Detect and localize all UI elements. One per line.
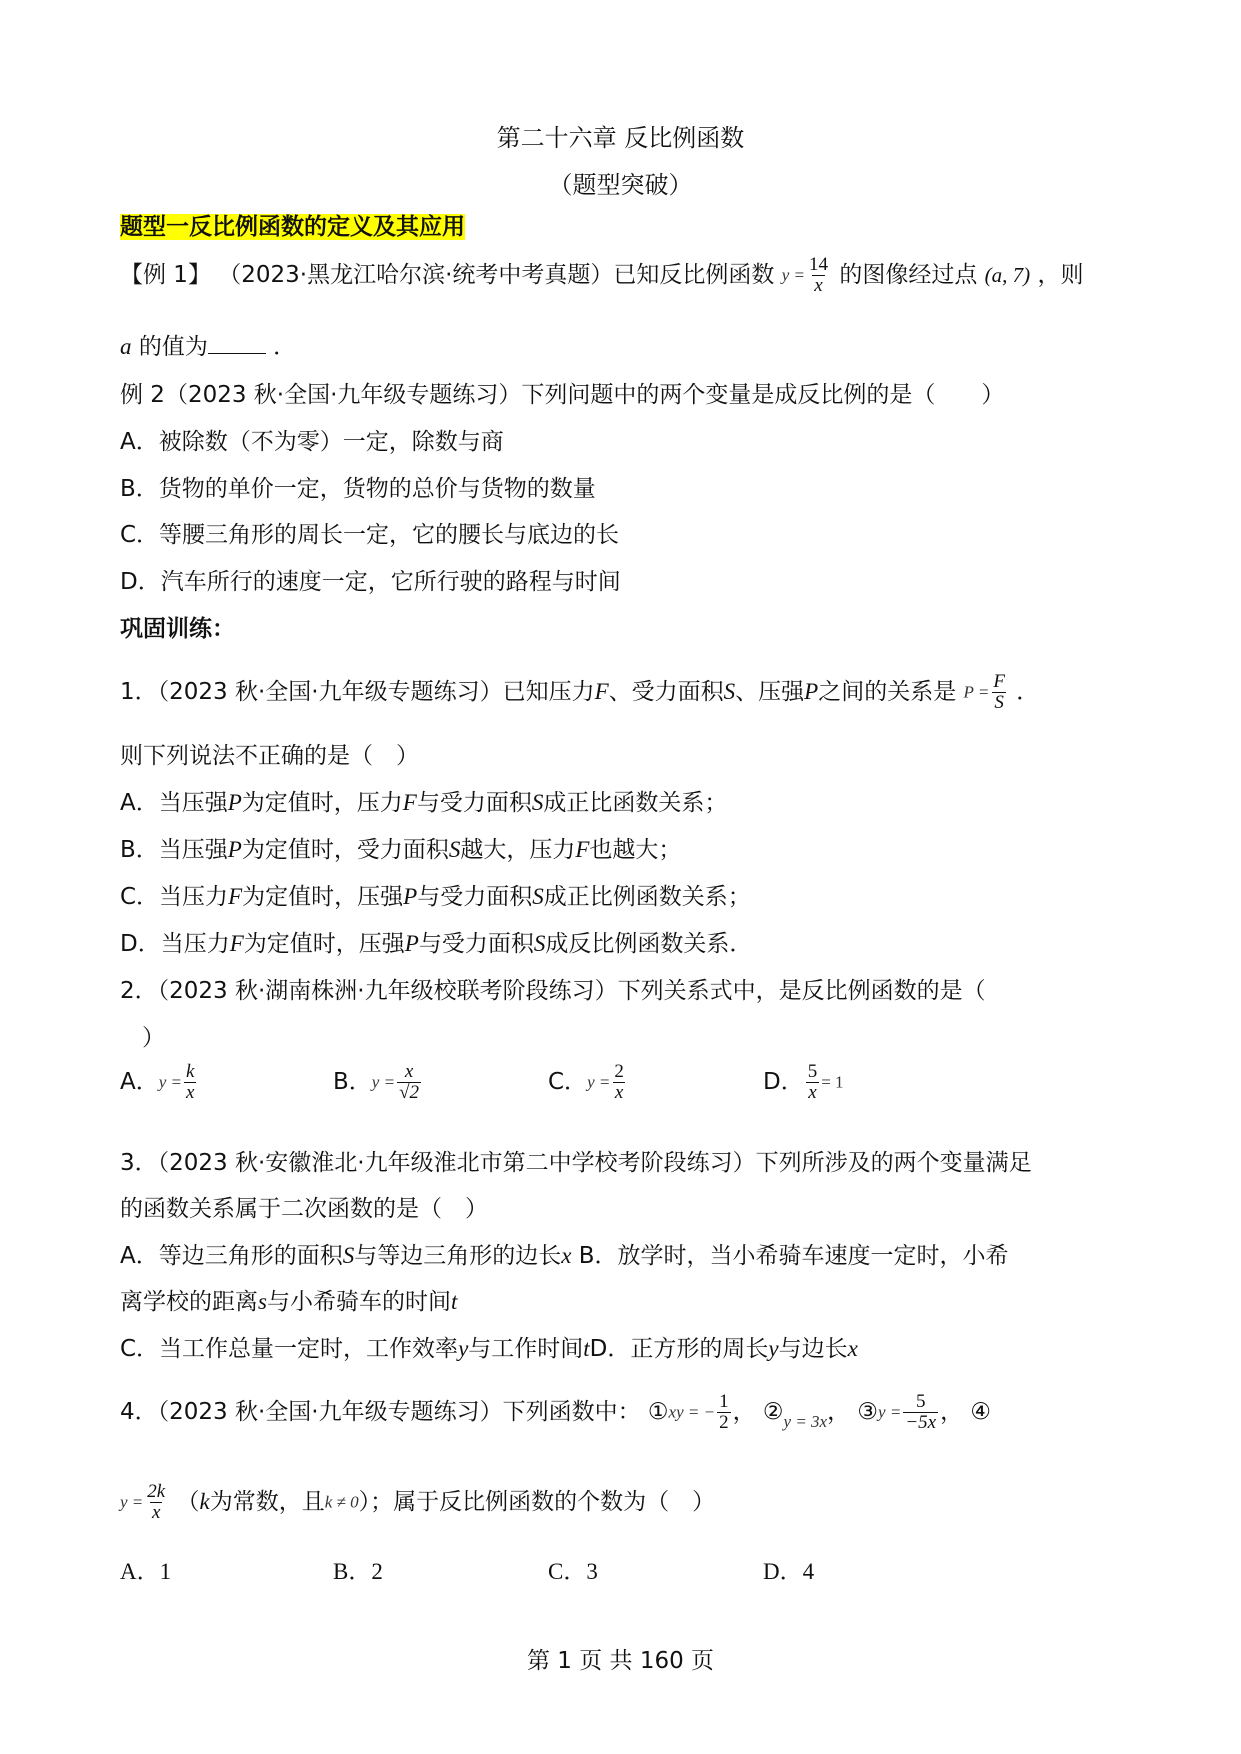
example-1-question: 的值为 xyxy=(138,334,208,360)
fraction-denominator: −5x xyxy=(905,1411,937,1433)
option-label: C． xyxy=(548,1068,588,1095)
q3-c-text-2: 与工作时间 xyxy=(468,1336,584,1362)
option-label: A． xyxy=(120,1068,159,1095)
q3-c-var-1: y xyxy=(458,1336,469,1361)
q4-f1-lhs: xy = − xyxy=(668,1402,716,1422)
example-2-option-b: B．货物的单价一定，货物的总价与货物的数量 xyxy=(120,476,596,502)
q1-a-text-1: A．当压强 xyxy=(120,790,228,816)
q4-stem: 4．（2023 秋·全国·九年级专题练习）下列函数中： xyxy=(120,1398,641,1425)
fraction-denominator: x xyxy=(814,274,823,296)
q4-f1-fraction xyxy=(717,1392,731,1433)
q4-f3-fraction xyxy=(903,1392,938,1433)
fraction-denominator: 2 xyxy=(719,1411,729,1433)
q1-b-text-4: 也越大； xyxy=(589,837,682,863)
separator: ， xyxy=(732,1398,756,1425)
option-label: D． xyxy=(763,1068,804,1095)
q4-line-1 xyxy=(120,1392,991,1433)
q4-f4-fraction xyxy=(145,1482,167,1523)
page-subtitle: （题型突破） xyxy=(548,171,693,199)
example-2-option-d: D．汽车所行的速度一定，它所行驶的路程与时间 xyxy=(120,569,621,595)
q3-c-text-3: D．正方形的周长 xyxy=(589,1336,769,1362)
circled-number-3: ③ xyxy=(857,1398,879,1425)
example-1-line-2 xyxy=(120,328,296,361)
fraction-denominator: √2 xyxy=(399,1081,419,1103)
option-rhs: = 1 xyxy=(821,1072,844,1092)
q4-f3-lhs: y = xyxy=(878,1402,902,1422)
example-1-source: （2023·黑龙江哈尔滨·统考中考真题）已知反比例函数 xyxy=(218,261,775,288)
q3-b-var-2: t xyxy=(450,1289,458,1314)
example-2-option-a: A．被除数（不为零）一定，除数与商 xyxy=(120,429,504,455)
q1-var-p: P xyxy=(804,678,819,704)
q3-b-text-2: 与小希骑车的时间 xyxy=(266,1289,451,1315)
q1-option-c xyxy=(120,878,751,911)
q3-line-a xyxy=(120,1237,1009,1270)
q3-a-var-1: S xyxy=(342,1243,355,1268)
q2-option-a xyxy=(120,1062,198,1103)
q1-b-text-3: 越大，压力 xyxy=(460,837,576,863)
example-1-var-a: a xyxy=(120,334,132,359)
section-title-text: 题型一反比例函数的定义及其应用 xyxy=(120,214,465,240)
q3-line-c xyxy=(120,1330,858,1363)
fraction-denominator: S xyxy=(994,691,1004,713)
q1-a-var-3: S xyxy=(531,790,544,815)
q1-a-var-2: F xyxy=(402,790,417,815)
q1-option-a xyxy=(120,784,727,817)
q1-b-var-2: S xyxy=(448,837,461,862)
circled-number-2: ② xyxy=(762,1398,784,1425)
q2-option-c xyxy=(548,1062,628,1103)
q3-b-var-1: s xyxy=(258,1289,267,1314)
q1-c-text-2: 为定值时，压强 xyxy=(242,884,404,910)
q1-line-1 xyxy=(120,672,1039,713)
q1-p3: 、压强 xyxy=(735,678,805,705)
q3-b-text-1: 离学校的距离 xyxy=(120,1289,258,1315)
q4-option-c: C．3 xyxy=(548,1559,598,1584)
page-title: 第二十六章 反比例函数 xyxy=(496,124,745,152)
circled-number-4: ④ xyxy=(970,1398,992,1425)
fraction-numerator: 1 xyxy=(719,1391,729,1412)
q4-option-d: D．4 xyxy=(763,1559,815,1584)
q1-a-text-3: 与受力面积 xyxy=(416,790,532,816)
fraction-numerator: 14 xyxy=(809,254,829,275)
example-2-stem: 例 2（2023 秋·全国·九年级专题练习）下列问题中的两个变量是成反比例的是（ ） xyxy=(120,382,1005,408)
example-1-end: ． xyxy=(273,334,297,360)
q1-d-text-1: D．当压力 xyxy=(120,931,230,957)
q3-c-var-2: t xyxy=(583,1336,590,1361)
q4-text-3: ）；属于反比例函数的个数为（ ） xyxy=(358,1488,716,1515)
q3-a-text-2: 与等边三角形的边长 xyxy=(354,1243,562,1269)
q1-p1: 1．（2023 秋·全国·九年级专题练习）已知压力 xyxy=(120,678,595,705)
option-fraction xyxy=(806,1062,820,1103)
q4-f2: y = 3x xyxy=(783,1412,828,1432)
option-fraction xyxy=(397,1062,421,1103)
q3-a-text-1: A．等边三角形的面积 xyxy=(120,1243,343,1269)
q3-stem-1: 3．（2023 秋·安徽淮北·九年级淮北市第二中学校考阶段练习）下列所涉及的两个变量满足 xyxy=(120,1150,1032,1176)
q1-d-var-1: F xyxy=(229,931,244,956)
q1-c-var-3: S xyxy=(532,884,544,909)
option-fraction xyxy=(612,1062,626,1103)
q2-stem-end: ） xyxy=(142,1025,165,1051)
q1-d-var-2: P xyxy=(404,931,419,956)
fraction-denominator: x xyxy=(614,1081,624,1103)
q1-var-s: S xyxy=(723,678,736,704)
q4-text-2: 为常数，且 xyxy=(209,1488,325,1515)
fraction-denominator: x xyxy=(808,1081,817,1103)
q3-a-text-3: B．放学时，当小希骑车速度一定时，小希 xyxy=(571,1243,1009,1269)
q4-option-b: B．2 xyxy=(333,1559,383,1584)
separator: ， xyxy=(940,1398,964,1425)
practice-title: 巩固训练： xyxy=(120,616,235,642)
fraction-numerator: F xyxy=(993,671,1005,692)
q1-a-text-4: 成正比函数关系； xyxy=(543,790,728,816)
q3-c-text-4: 与边长 xyxy=(778,1336,848,1362)
q1-b-text-1: B．当压强 xyxy=(120,837,228,863)
q1-option-d xyxy=(120,925,752,958)
example-1-line-1 xyxy=(120,255,1083,296)
q1-p2: 、受力面积 xyxy=(608,678,724,705)
q3-c-text-1: C．当工作总量一定时，工作效率 xyxy=(120,1336,459,1362)
fraction-numerator: x xyxy=(404,1061,414,1082)
q3-stem-2: 的函数关系属于二次函数的是（ ） xyxy=(120,1196,488,1222)
fraction-numerator: k xyxy=(186,1061,195,1082)
q1-b-text-2: 为定值时，受力面积 xyxy=(241,837,449,863)
example-1-formula-lhs: y = xyxy=(781,265,806,285)
page-footer: 第 1 页 共 160 页 xyxy=(526,1648,715,1674)
option-fraction xyxy=(184,1062,196,1103)
q3-c-var-3: y xyxy=(768,1336,779,1361)
q1-d-text-4: 成反比例函数关系． xyxy=(545,931,753,957)
q3-a-var-2: x xyxy=(561,1243,572,1268)
circled-number-1: ① xyxy=(647,1398,669,1425)
q1-p5: ． xyxy=(1016,678,1040,705)
q1-c-text-1: C．当压力 xyxy=(120,884,229,910)
q1-line-2: 则下列说法不正确的是（ ） xyxy=(120,743,419,769)
example-1-fraction xyxy=(807,255,830,296)
q1-option-b xyxy=(120,831,681,864)
q4-option-a: A．1 xyxy=(120,1559,172,1584)
q2-stem: 2．（2023 秋·湖南株洲·九年级校联考阶段练习）下列关系式中，是反比例函数的是（ xyxy=(120,978,986,1004)
q1-c-var-2: P xyxy=(403,884,418,909)
example-1-label: 【例 1】 xyxy=(120,261,211,288)
q2-option-b xyxy=(333,1062,423,1103)
option-label: B． xyxy=(333,1068,372,1095)
q1-d-var-3: S xyxy=(533,931,546,956)
q4-text-1: （ xyxy=(176,1488,200,1515)
example-1-point: (a, 7) xyxy=(984,262,1031,287)
section-title xyxy=(120,208,465,241)
q1-c-text-3: 与受力面积 xyxy=(417,884,533,910)
q1-b-var-3: F xyxy=(575,837,590,862)
answer-blank[interactable] xyxy=(208,353,266,354)
q3-c-var-4: x xyxy=(847,1336,858,1361)
option-lhs: y = xyxy=(587,1072,611,1092)
option-lhs: y = xyxy=(371,1072,396,1092)
q1-fraction xyxy=(991,672,1007,713)
q1-d-text-2: 为定值时，压强 xyxy=(243,931,405,957)
example-2-option-c: C．等腰三角形的周长一定，它的腰长与底边的长 xyxy=(120,522,620,548)
fraction-numerator: 2 xyxy=(614,1061,624,1082)
q1-a-var-1: P xyxy=(227,790,242,815)
q3-line-b xyxy=(120,1283,457,1316)
q1-p4: 之间的关系是 xyxy=(818,678,957,705)
q4-f4-lhs: y = xyxy=(120,1492,144,1512)
q1-c-var-1: F xyxy=(228,884,243,909)
separator: ， xyxy=(827,1398,851,1425)
q1-formula-lhs: P = xyxy=(963,682,990,702)
q2-option-d xyxy=(763,1062,844,1103)
q1-var-f: F xyxy=(594,678,609,704)
q1-c-text-4: 成正比例函数关系； xyxy=(543,884,751,910)
q1-d-text-3: 与受力面积 xyxy=(418,931,534,957)
fraction-numerator: 5 xyxy=(915,1391,926,1412)
option-lhs: y = xyxy=(158,1072,183,1092)
q1-b-var-1: P xyxy=(227,837,242,862)
q4-var-k: k xyxy=(199,1488,210,1514)
fraction-numerator: 2k xyxy=(147,1481,166,1502)
fraction-denominator: x xyxy=(152,1501,161,1523)
q4-condition: k ≠ 0 xyxy=(324,1492,359,1512)
fraction-denominator: x xyxy=(186,1081,195,1103)
example-1-mid: 的图像经过点 xyxy=(839,261,978,288)
q1-a-text-2: 为定值时，压力 xyxy=(241,790,403,816)
fraction-numerator: 5 xyxy=(807,1061,818,1082)
q4-line-2 xyxy=(120,1482,715,1523)
example-1-tail: ，则 xyxy=(1037,261,1084,288)
